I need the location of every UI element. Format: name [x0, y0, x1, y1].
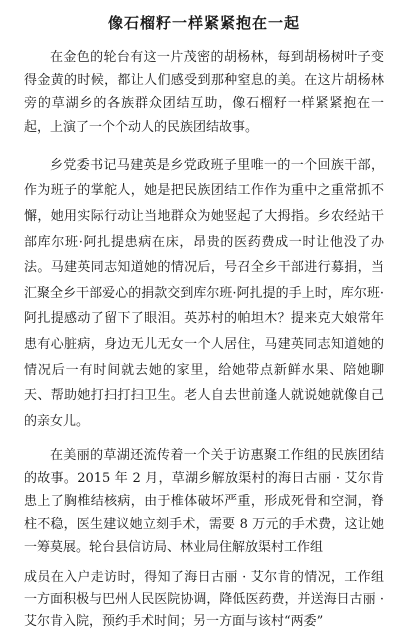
paragraph-work-team: 在美丽的草湖还流传着一个关于访惠聚工作组的民族团结的故事。2015 年 2 月，草湖乡解放渠村的海日古丽 · 艾尔肯患上了胸椎结核病，由于椎体破坏严重，形成死骨和空洞，脊柱不稳，医生建议她立刻手术，需要 8 万元的手术费，这让她一筹莫展。轮台县信访局、林业局住解放渠村工作组	[24, 448, 384, 556]
article-title: 像石榴籽一样紧紧抱在一起	[107, 14, 300, 32]
paragraph-intro: 在金色的轮台有这一片茂密的胡杨林，每到胡杨树叶子变得金黄的时候，都让人们感受到那种窒息的美。在这片胡杨林旁的草湖乡的各族群众团结互助，像石榴籽一样紧紧抱在一起，上演了一个个动人的民族团结故事。	[24, 50, 384, 135]
paragraph-party-secretary: 乡党委书记马建英是乡党政班子里唯一的一个回族干部，作为班子的掌舵人，她是把民族团结工作作为重中之重常抓不懈，她用实际行动让当地群众为她竖起了大拇指。乡农经站干部库尔班·阿扎提患病在床，昂贵的医药费成一时让他没了办法。马建英同志知道她的情况后，号召全乡干部进行募捐，当汇聚全乡干部爱心的捐款交到库尔班·阿扎提的手上时，库尔班·阿扎提感动了留下了眼泪。英苏村的帕坦木？提来克大娘常年患有心脏病，身边无儿无女一个人居住，马建英同志知道她的情况后一有时间就去她的家里，给她带点新鲜水果、陪她聊天、帮助她打扫打扫卫生。老人自去世前逢人就说她就像自己的亲女儿。	[24, 157, 384, 429]
paragraph-work-team-continued: 成员在入户走访时，得知了海日古丽 · 艾尔肯的情况，工作组一方面积极与巴州人民医院协调，降低医药费，并送海日古丽 · 艾尔肯入院，预约手术时间；另一方面与该村“两委”	[24, 570, 384, 630]
